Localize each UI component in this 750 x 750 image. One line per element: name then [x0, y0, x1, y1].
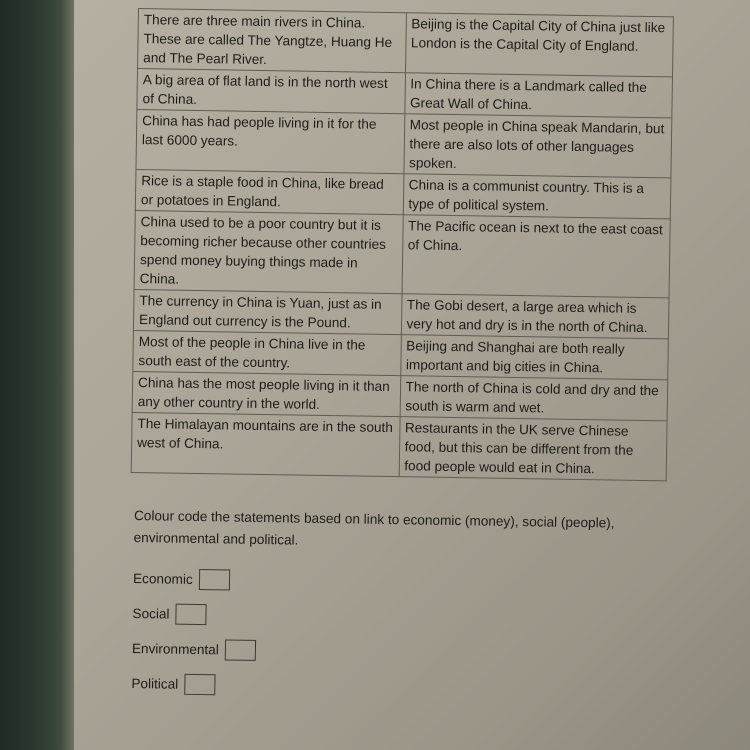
- worksheet-page: [74, 0, 750, 750]
- table-row: [131, 412, 667, 480]
- colour-box[interactable]: [199, 569, 230, 590]
- statement-cell: Most people in China speak Mandarin, but there are also lots of other languages spoken.: [403, 114, 671, 178]
- table-row: [138, 9, 674, 77]
- table-row: [134, 210, 670, 297]
- binder-spine: [0, 0, 74, 750]
- statement-cell: Restaurants in the UK serve Chinese food, but this can be different from the food people would eat in China.: [399, 417, 667, 481]
- instructions-text: Colour code the statements based on link to economic (money), social (people), environmental and political.: [133, 508, 615, 548]
- statement-cell: China has the most people living in it than any other country in the world.: [132, 371, 400, 416]
- colour-key: [131, 561, 669, 709]
- colour-box[interactable]: [175, 604, 206, 625]
- key-label: Economic: [132, 570, 193, 587]
- key-item-political: [131, 666, 667, 709]
- statement-cell: China used to be a poor country but it is becoming richer because other countries spend money buying things made in China.: [134, 210, 403, 293]
- table-row: [136, 109, 672, 177]
- statement-cell: A big area of flat land is in the north west of China.: [137, 69, 405, 114]
- statement-cell: In China there is a Landmark called the Great Wall of China.: [404, 73, 672, 118]
- colour-box[interactable]: [184, 674, 215, 695]
- key-label: Environmental: [131, 640, 219, 658]
- key-label: Social: [132, 605, 170, 622]
- colour-box[interactable]: [225, 639, 256, 660]
- statement-cell: Rice is a staple food in China, like bread or potatoes in England.: [135, 169, 403, 214]
- statement-cell: China is a communist country. This is a type of political system.: [403, 174, 671, 219]
- key-label: Political: [131, 675, 179, 692]
- statement-cell: China has had people living in it for the last 6000 years.: [136, 109, 404, 173]
- statement-cell: The Himalayan mountains are in the south west of China.: [131, 412, 399, 476]
- statements-table: [131, 8, 674, 481]
- statement-cell: The Pacific ocean is next to the east coast of China.: [402, 215, 671, 298]
- statement-cell: Beijing is the Capital City of China just like London is the Capital City of England.: [405, 13, 673, 77]
- worksheet: [127, 8, 678, 709]
- statement-cell: Most of the people in China live in the south east of the country.: [133, 330, 401, 375]
- statement-cell: The currency in China is Yuan, just as in England out currency is the Pound.: [133, 289, 401, 334]
- statement-cell: There are three main rivers in China. These are called The Yangtze, Huang He and The Pearl River.: [138, 9, 406, 73]
- statement-cell: The north of China is cold and dry and the south is warm and wet.: [400, 376, 668, 421]
- statement-cell: Beijing and Shanghai are both really important and big cities in China.: [400, 335, 668, 380]
- statement-cell: The Gobi desert, a large area which is very hot and dry is in the north of China.: [401, 294, 669, 339]
